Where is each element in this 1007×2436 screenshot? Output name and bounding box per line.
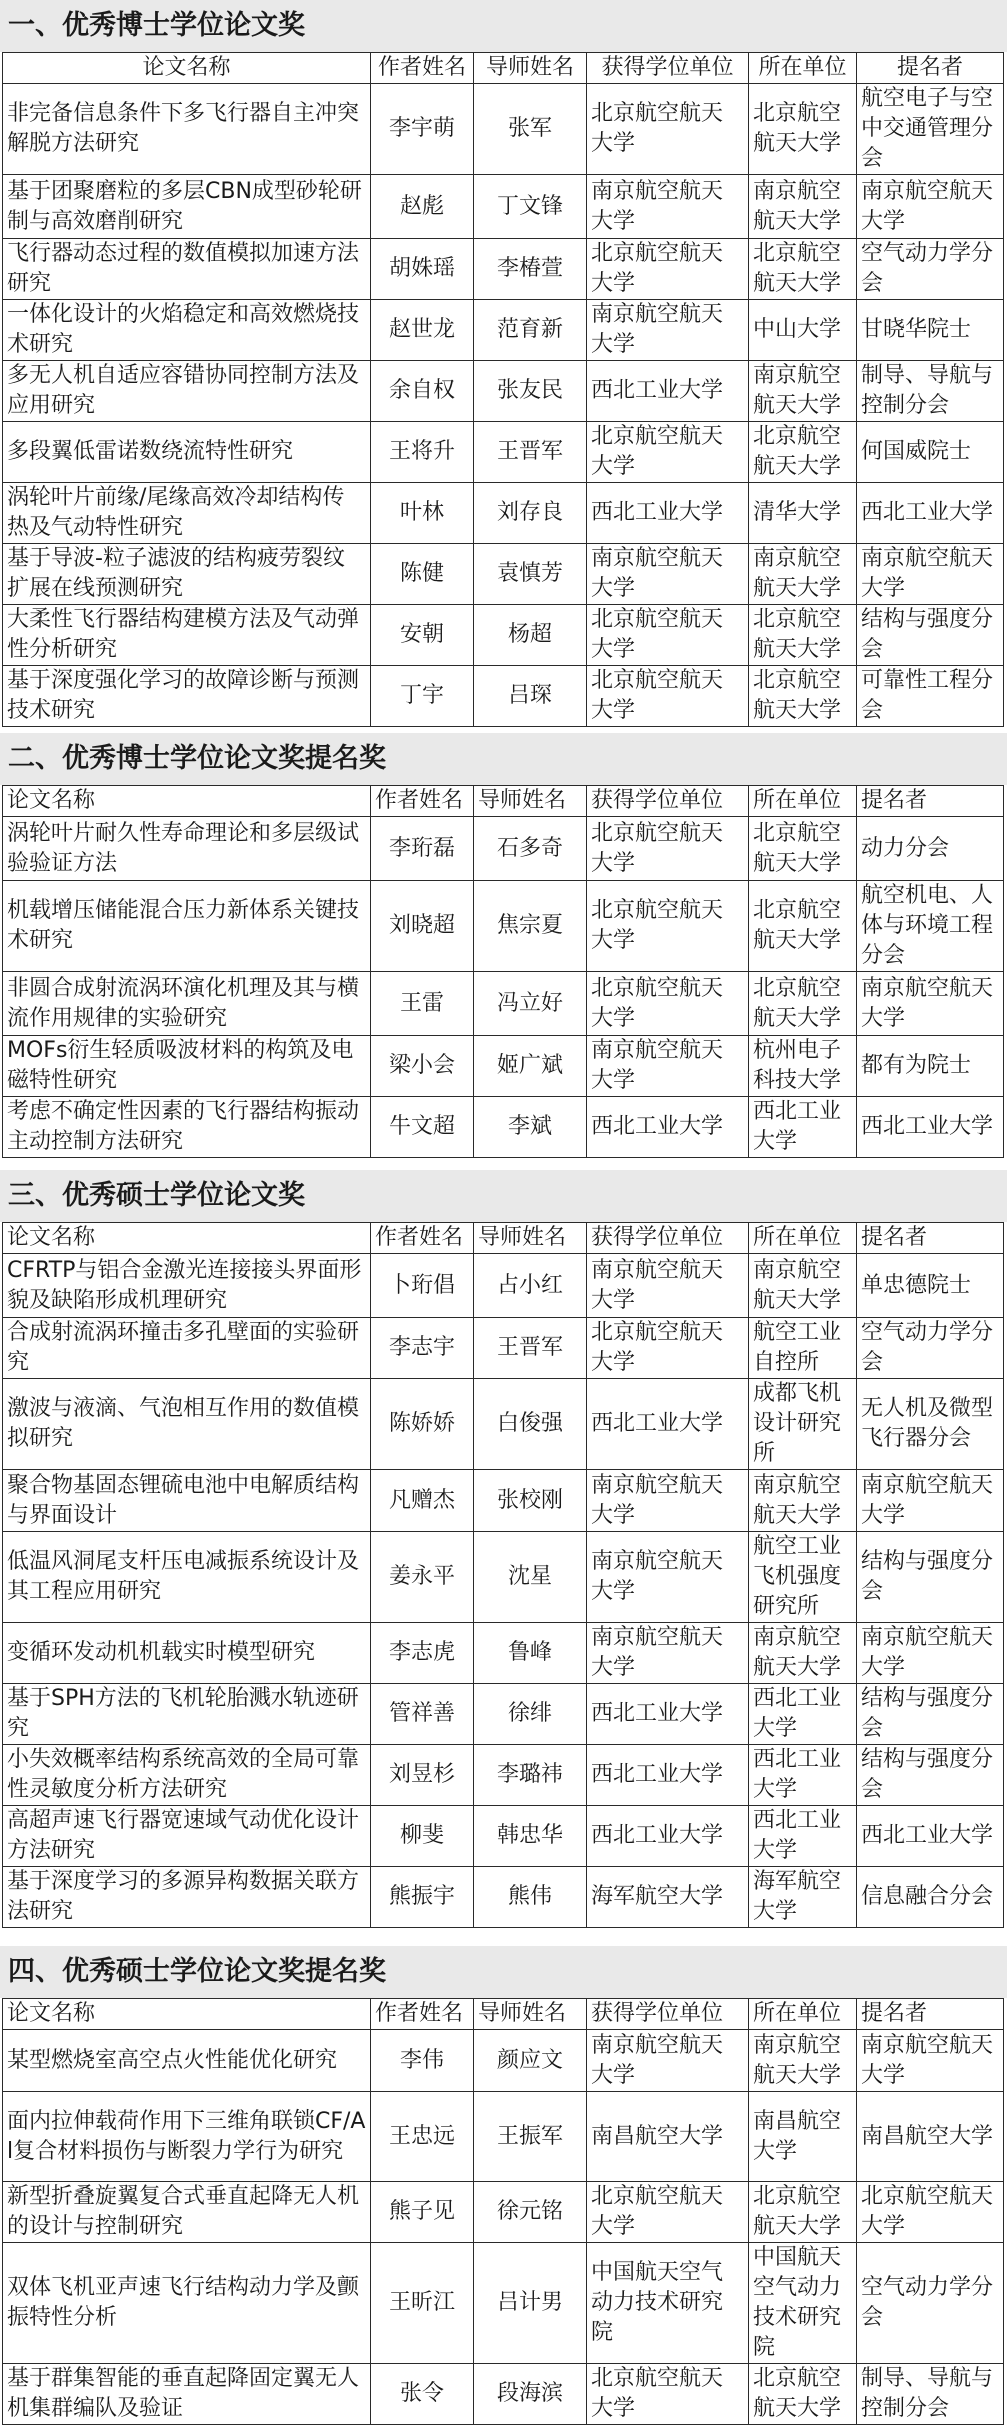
nominator: 结构与强度分会	[857, 1745, 1004, 1806]
column-header: 提名者	[857, 1999, 1004, 2030]
current-affiliation: 清华大学	[749, 483, 857, 544]
author-name: 李珩磊	[371, 817, 474, 881]
author-name: 管祥善	[371, 1684, 474, 1745]
column-header: 作者姓名	[371, 53, 474, 84]
author-name: 姜永平	[371, 1532, 474, 1623]
current-affiliation: 西北工业大学	[749, 1684, 857, 1745]
thesis-title: 飞行器动态过程的数值模拟加速方法研究	[3, 239, 371, 300]
current-affiliation: 航空工业自控所	[749, 1318, 857, 1379]
author-name: 熊振宇	[371, 1867, 474, 1928]
column-header: 提名者	[857, 53, 1004, 84]
author-name: 赵彪	[371, 175, 474, 239]
degree-institution: 北京航空航天大学	[587, 972, 749, 1036]
nominator: 南京航空航天大学	[857, 1470, 1004, 1532]
nominator: 无人机及微型飞行器分会	[857, 1379, 1004, 1470]
author-name: 陈健	[371, 544, 474, 605]
current-affiliation: 南京航空航天大学	[749, 1623, 857, 1684]
nominator: 航空电子与空中交通管理分会	[857, 84, 1004, 175]
author-name: 王将升	[371, 422, 474, 483]
author-name: 李志虎	[371, 1623, 474, 1684]
author-name: 王忠远	[371, 2092, 474, 2182]
thesis-title: 双体飞机亚声速飞行结构动力学及颤振特性分析	[3, 2243, 371, 2364]
degree-institution: 南京航空航天大学	[587, 1470, 749, 1532]
thesis-title: 大柔性飞行器结构建模方法及气动弹性分析研究	[3, 605, 371, 666]
table-row	[3, 881, 1004, 972]
advisor-name: 焦宗夏	[474, 881, 587, 972]
advisor-name: 张军	[474, 84, 587, 175]
nominator: 西北工业大学	[857, 1806, 1004, 1867]
advisor-name: 沈星	[474, 1532, 587, 1623]
thesis-title: 激波与液滴、气泡相互作用的数值模拟研究	[3, 1379, 371, 1470]
degree-institution: 北京航空航天大学	[587, 605, 749, 666]
nominator: 南京航空航天大学	[857, 972, 1004, 1036]
degree-institution: 南京航空航天大学	[587, 175, 749, 239]
degree-institution: 北京航空航天大学	[587, 1318, 749, 1379]
degree-institution: 南京航空航天大学	[587, 1036, 749, 1097]
advisor-name: 王晋军	[474, 422, 587, 483]
table-row	[3, 239, 1004, 300]
current-affiliation: 北京航空航天大学	[749, 2182, 857, 2243]
nominator: 南京航空航天大学	[857, 2030, 1004, 2092]
nominator: 南京航空航天大学	[857, 544, 1004, 605]
thesis-title: 非圆合成射流涡环演化机理及其与横流作用规律的实验研究	[3, 972, 371, 1036]
degree-institution: 北京航空航天大学	[587, 666, 749, 727]
author-name: 李宇萌	[371, 84, 474, 175]
advisor-name: 范育新	[474, 300, 587, 361]
degree-institution: 北京航空航天大学	[587, 817, 749, 881]
author-name: 牛文超	[371, 1097, 474, 1158]
column-header: 所在单位	[749, 1999, 857, 2030]
advisor-name: 熊伟	[474, 1867, 587, 1928]
table-row	[3, 300, 1004, 361]
nominator: 何国威院士	[857, 422, 1004, 483]
table-row	[3, 1806, 1004, 1867]
section-title: 一、优秀博士学位论文奖	[0, 0, 1007, 52]
table-row	[3, 1379, 1004, 1470]
current-affiliation: 北京航空航天大学	[749, 84, 857, 175]
author-name: 王昕江	[371, 2243, 474, 2364]
current-affiliation: 成都飞机设计研究所	[749, 1379, 857, 1470]
author-name: 安朝	[371, 605, 474, 666]
current-affiliation: 南京航空航天大学	[749, 1470, 857, 1532]
column-header: 所在单位	[749, 1223, 857, 1254]
table-header-row	[3, 53, 1004, 84]
current-affiliation: 西北工业大学	[749, 1097, 857, 1158]
table-row	[3, 544, 1004, 605]
current-affiliation: 北京航空航天大学	[749, 239, 857, 300]
degree-institution: 南京航空航天大学	[587, 1254, 749, 1318]
advisor-name: 李斌	[474, 1097, 587, 1158]
column-header: 导师姓名	[474, 1223, 587, 1254]
advisor-name: 吕琛	[474, 666, 587, 727]
degree-institution: 南京航空航天大学	[587, 1532, 749, 1623]
column-header: 论文名称	[3, 1999, 371, 2030]
current-affiliation: 北京航空航天大学	[749, 605, 857, 666]
nominator: 甘晓华院士	[857, 300, 1004, 361]
advisor-name: 段海滨	[474, 2364, 587, 2425]
current-affiliation: 北京航空航天大学	[749, 666, 857, 727]
award-table	[2, 1998, 1004, 2425]
author-name: 刘晓超	[371, 881, 474, 972]
degree-institution: 西北工业大学	[587, 1806, 749, 1867]
thesis-title: 新型折叠旋翼复合式垂直起降无人机的设计与控制研究	[3, 2182, 371, 2243]
degree-institution: 西北工业大学	[587, 483, 749, 544]
thesis-title: 考虑不确定性因素的飞行器结构振动主动控制方法研究	[3, 1097, 371, 1158]
degree-institution: 西北工业大学	[587, 1684, 749, 1745]
current-affiliation: 杭州电子科技大学	[749, 1036, 857, 1097]
nominator: 航空机电、人体与环境工程分会	[857, 881, 1004, 972]
degree-institution: 海军航空大学	[587, 1867, 749, 1928]
section-title: 四、优秀硕士学位论文奖提名奖	[0, 1946, 1007, 1998]
current-affiliation: 南京航空航天大学	[749, 544, 857, 605]
table-row	[3, 175, 1004, 239]
thesis-title: 高超声速飞行器宽速域气动优化设计方法研究	[3, 1806, 371, 1867]
section-title: 二、优秀博士学位论文奖提名奖	[0, 733, 1007, 785]
thesis-title: 机载增压储能混合压力新体系关键技术研究	[3, 881, 371, 972]
author-name: 余自权	[371, 361, 474, 422]
thesis-title: 多无人机自适应容错协同控制方法及应用研究	[3, 361, 371, 422]
author-name: 陈娇娇	[371, 1379, 474, 1470]
column-header: 论文名称	[3, 786, 371, 817]
author-name: 卜珩倡	[371, 1254, 474, 1318]
column-header: 获得学位单位	[587, 53, 749, 84]
degree-institution: 南京航空航天大学	[587, 1623, 749, 1684]
thesis-title: 基于群集智能的垂直起降固定翼无人机集群编队及验证	[3, 2364, 371, 2425]
current-affiliation: 西北工业大学	[749, 1806, 857, 1867]
nominator: 南京航空航天大学	[857, 175, 1004, 239]
degree-institution: 西北工业大学	[587, 1745, 749, 1806]
current-affiliation: 西北工业大学	[749, 1745, 857, 1806]
advisor-name: 白俊强	[474, 1379, 587, 1470]
advisor-name: 李椿萱	[474, 239, 587, 300]
degree-institution: 北京航空航天大学	[587, 84, 749, 175]
degree-institution: 南京航空航天大学	[587, 300, 749, 361]
section-title: 三、优秀硕士学位论文奖	[0, 1170, 1007, 1222]
author-name: 胡姝瑶	[371, 239, 474, 300]
current-affiliation: 北京航空航天大学	[749, 422, 857, 483]
thesis-title: CFRTP与铝合金激光连接接头界面形貌及缺陷形成机理研究	[3, 1254, 371, 1318]
author-name: 丁宇	[371, 666, 474, 727]
advisor-name: 占小红	[474, 1254, 587, 1318]
nominator: 南京航空航天大学	[857, 1623, 1004, 1684]
table-row	[3, 2182, 1004, 2243]
thesis-title: 基于团聚磨粒的多层CBN成型砂轮研制与高效磨削研究	[3, 175, 371, 239]
nominator: 制导、导航与控制分会	[857, 361, 1004, 422]
table-header-row	[3, 786, 1004, 817]
table-row	[3, 605, 1004, 666]
advisor-name: 王振军	[474, 2092, 587, 2182]
nominator: 空气动力学分会	[857, 1318, 1004, 1379]
current-affiliation: 南京航空航天大学	[749, 175, 857, 239]
advisor-name: 吕计男	[474, 2243, 587, 2364]
nominator: 可靠性工程分会	[857, 666, 1004, 727]
author-name: 王雷	[371, 972, 474, 1036]
table-row	[3, 1097, 1004, 1158]
advisor-name: 冯立好	[474, 972, 587, 1036]
table-row	[3, 666, 1004, 727]
advisor-name: 徐元铭	[474, 2182, 587, 2243]
current-affiliation: 中山大学	[749, 300, 857, 361]
advisor-name: 张友民	[474, 361, 587, 422]
table-row	[3, 361, 1004, 422]
author-name: 李志宇	[371, 1318, 474, 1379]
column-header: 论文名称	[3, 1223, 371, 1254]
advisor-name: 姬广斌	[474, 1036, 587, 1097]
nominator: 空气动力学分会	[857, 2243, 1004, 2364]
degree-institution: 西北工业大学	[587, 1097, 749, 1158]
column-header: 所在单位	[749, 53, 857, 84]
current-affiliation: 海军航空大学	[749, 1867, 857, 1928]
table-header-row	[3, 1999, 1004, 2030]
current-affiliation: 北京航空航天大学	[749, 972, 857, 1036]
thesis-title: 低温风洞尾支杆压电减振系统设计及其工程应用研究	[3, 1532, 371, 1623]
table-row	[3, 84, 1004, 175]
degree-institution: 北京航空航天大学	[587, 881, 749, 972]
degree-institution: 西北工业大学	[587, 361, 749, 422]
degree-institution: 南昌航空大学	[587, 2092, 749, 2182]
degree-institution: 北京航空航天大学	[587, 422, 749, 483]
section-3	[0, 1170, 1007, 1928]
advisor-name: 王晋军	[474, 1318, 587, 1379]
thesis-title: 涡轮叶片前缘/尾缘高效冷却结构传热及气动特性研究	[3, 483, 371, 544]
author-name: 李伟	[371, 2030, 474, 2092]
thesis-title: 基于深度学习的多源异构数据关联方法研究	[3, 1867, 371, 1928]
table-row	[3, 1867, 1004, 1928]
author-name: 柳斐	[371, 1806, 474, 1867]
nominator: 结构与强度分会	[857, 605, 1004, 666]
table-row	[3, 2364, 1004, 2425]
thesis-title: 聚合物基固态锂硫电池中电解质结构与界面设计	[3, 1470, 371, 1532]
advisor-name: 石多奇	[474, 817, 587, 881]
table-row	[3, 1318, 1004, 1379]
column-header: 提名者	[857, 786, 1004, 817]
degree-institution: 南京航空航天大学	[587, 544, 749, 605]
current-affiliation: 航空工业飞机强度研究所	[749, 1532, 857, 1623]
thesis-title: 合成射流涡环撞击多孔壁面的实验研究	[3, 1318, 371, 1379]
column-header: 论文名称	[3, 53, 371, 84]
author-name: 梁小会	[371, 1036, 474, 1097]
nominator: 动力分会	[857, 817, 1004, 881]
column-header: 导师姓名	[474, 53, 587, 84]
section-1	[0, 0, 1007, 727]
advisor-name: 鲁峰	[474, 1623, 587, 1684]
advisor-name: 韩忠华	[474, 1806, 587, 1867]
table-header-row	[3, 1223, 1004, 1254]
advisor-name: 袁慎芳	[474, 544, 587, 605]
thesis-title: 某型燃烧室高空点火性能优化研究	[3, 2030, 371, 2092]
current-affiliation: 南京航空航天大学	[749, 361, 857, 422]
current-affiliation: 南京航空航天大学	[749, 2030, 857, 2092]
thesis-title: 涡轮叶片耐久性寿命理论和多层级试验验证方法	[3, 817, 371, 881]
degree-institution: 北京航空航天大学	[587, 239, 749, 300]
degree-institution: 南京航空航天大学	[587, 2030, 749, 2092]
column-header: 作者姓名	[371, 1223, 474, 1254]
column-header: 作者姓名	[371, 1999, 474, 2030]
award-table	[2, 52, 1004, 727]
degree-institution: 西北工业大学	[587, 1379, 749, 1470]
thesis-title: 面内拉伸载荷作用下三维角联锁CF/Al复合材料损伤与断裂力学行为研究	[3, 2092, 371, 2182]
table-row	[3, 1532, 1004, 1623]
degree-institution: 北京航空航天大学	[587, 2182, 749, 2243]
table-row	[3, 422, 1004, 483]
nominator: 单忠德院士	[857, 1254, 1004, 1318]
nominator: 北京航空航天大学	[857, 2182, 1004, 2243]
author-name: 赵世龙	[371, 300, 474, 361]
thesis-title: 基于导波-粒子滤波的结构疲劳裂纹扩展在线预测研究	[3, 544, 371, 605]
advisor-name: 丁文锋	[474, 175, 587, 239]
current-affiliation: 南昌航空大学	[749, 2092, 857, 2182]
table-row	[3, 2030, 1004, 2092]
table-row	[3, 2243, 1004, 2364]
nominator: 西北工业大学	[857, 1097, 1004, 1158]
thesis-title: MOFs衍生轻质吸波材料的构筑及电磁特性研究	[3, 1036, 371, 1097]
advisor-name: 刘存良	[474, 483, 587, 544]
author-name: 凡赠杰	[371, 1470, 474, 1532]
table-row	[3, 2092, 1004, 2182]
current-affiliation: 北京航空航天大学	[749, 881, 857, 972]
current-affiliation: 南京航空航天大学	[749, 1254, 857, 1318]
thesis-title: 多段翼低雷诺数绕流特性研究	[3, 422, 371, 483]
thesis-title: 基于SPH方法的飞机轮胎溅水轨迹研究	[3, 1684, 371, 1745]
section-4	[0, 1946, 1007, 2425]
column-header: 提名者	[857, 1223, 1004, 1254]
nominator: 制导、导航与控制分会	[857, 2364, 1004, 2425]
table-row	[3, 1745, 1004, 1806]
nominator: 信息融合分会	[857, 1867, 1004, 1928]
advisor-name: 杨超	[474, 605, 587, 666]
author-name: 熊子见	[371, 2182, 474, 2243]
current-affiliation: 中国航天空气动力技术研究院	[749, 2243, 857, 2364]
nominator: 西北工业大学	[857, 483, 1004, 544]
column-header: 获得学位单位	[587, 1999, 749, 2030]
award-table	[2, 1222, 1004, 1928]
award-table	[2, 785, 1004, 1158]
column-header: 导师姓名	[474, 1999, 587, 2030]
author-name: 张令	[371, 2364, 474, 2425]
column-header: 获得学位单位	[587, 786, 749, 817]
nominator: 结构与强度分会	[857, 1684, 1004, 1745]
author-name: 叶林	[371, 483, 474, 544]
advisor-name: 李璐祎	[474, 1745, 587, 1806]
table-row	[3, 1470, 1004, 1532]
current-affiliation: 北京航空航天大学	[749, 2364, 857, 2425]
nominator: 空气动力学分会	[857, 239, 1004, 300]
thesis-title: 一体化设计的火焰稳定和高效燃烧技术研究	[3, 300, 371, 361]
table-row	[3, 972, 1004, 1036]
degree-institution: 北京航空航天大学	[587, 2364, 749, 2425]
table-row	[3, 1254, 1004, 1318]
degree-institution: 中国航天空气动力技术研究院	[587, 2243, 749, 2364]
author-name: 刘昱杉	[371, 1745, 474, 1806]
advisor-name: 张校刚	[474, 1470, 587, 1532]
advisor-name: 徐绯	[474, 1684, 587, 1745]
table-row	[3, 1684, 1004, 1745]
column-header: 作者姓名	[371, 786, 474, 817]
table-row	[3, 1623, 1004, 1684]
section-2	[0, 733, 1007, 1158]
thesis-title: 小失效概率结构系统高效的全局可靠性灵敏度分析方法研究	[3, 1745, 371, 1806]
nominator: 都有为院士	[857, 1036, 1004, 1097]
column-header: 导师姓名	[474, 786, 587, 817]
thesis-title: 非完备信息条件下多飞行器自主冲突解脱方法研究	[3, 84, 371, 175]
current-affiliation: 北京航空航天大学	[749, 817, 857, 881]
advisor-name: 颜应文	[474, 2030, 587, 2092]
table-row	[3, 817, 1004, 881]
column-header: 所在单位	[749, 786, 857, 817]
nominator: 南昌航空大学	[857, 2092, 1004, 2182]
column-header: 获得学位单位	[587, 1223, 749, 1254]
thesis-title: 变循环发动机机载实时模型研究	[3, 1623, 371, 1684]
table-row	[3, 483, 1004, 544]
thesis-title: 基于深度强化学习的故障诊断与预测技术研究	[3, 666, 371, 727]
nominator: 结构与强度分会	[857, 1532, 1004, 1623]
table-row	[3, 1036, 1004, 1097]
